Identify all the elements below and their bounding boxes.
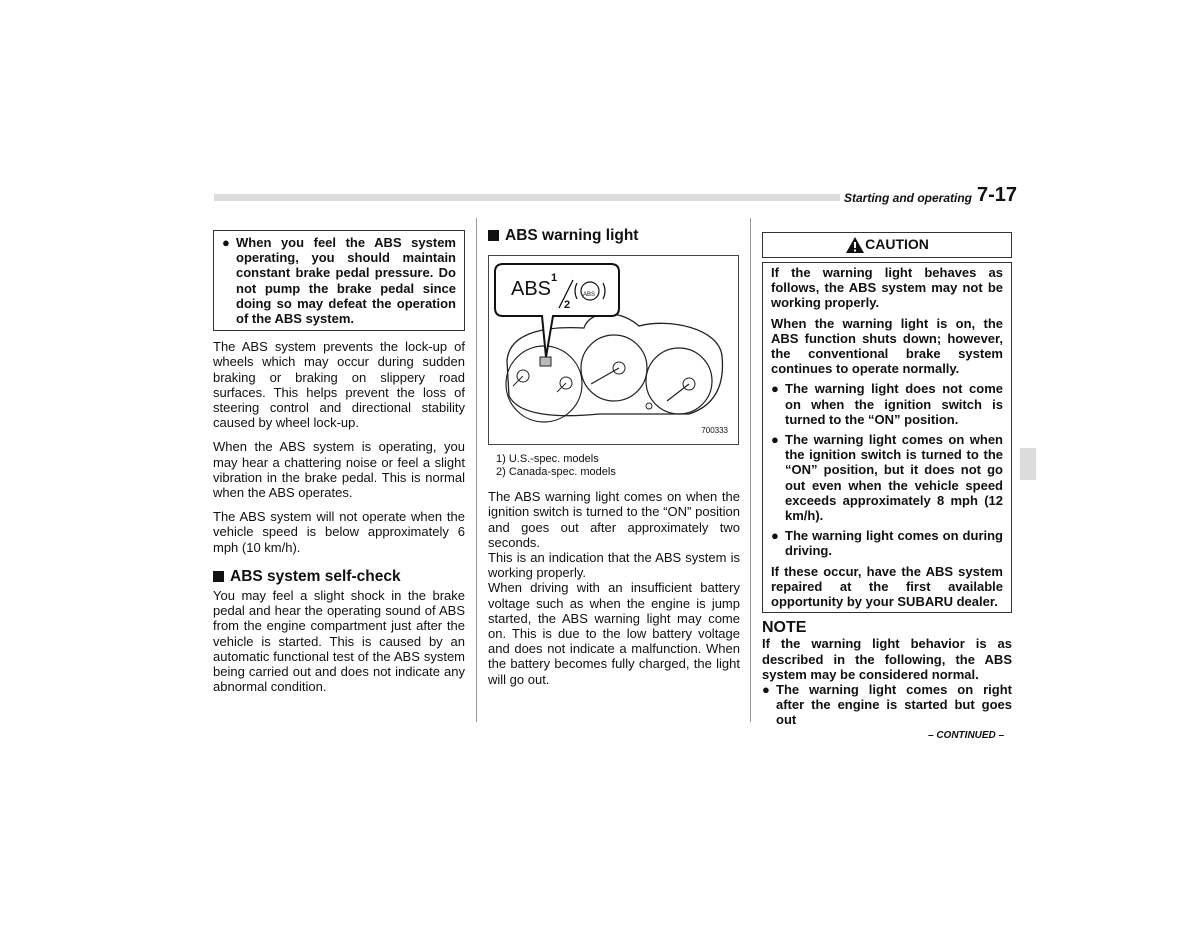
figure-caption bbox=[496, 453, 740, 479]
caution-header bbox=[762, 232, 1012, 258]
paragraph: When the ABS system is operating, you may hear a chattering noise or feel a slight vibration in the brake pedal. This is normal when the ABS operates. bbox=[213, 439, 465, 501]
column-right bbox=[762, 232, 1012, 728]
paragraph: The ABS system will not operate when the vehicle speed is below approximately 6 mph (10 km/h). bbox=[213, 509, 465, 555]
callout-number-2: 2 bbox=[564, 299, 571, 312]
caution-box bbox=[762, 262, 1012, 613]
note-bullet: The warning light comes on right after the engine is started but goes out bbox=[776, 682, 1012, 728]
figure-id: 700333 bbox=[701, 426, 728, 435]
column-divider bbox=[750, 218, 751, 722]
bullet-icon: ● bbox=[762, 682, 770, 698]
page-number: 7-17 bbox=[977, 184, 1018, 206]
paragraph: The ABS warning light comes on when the ignition switch is turned to the “ON” position and goes out after approximately two seconds. bbox=[488, 489, 740, 550]
abs-brake-icon: ABS bbox=[583, 292, 596, 299]
heading-warning-light: ABS warning light bbox=[488, 228, 740, 243]
caution-text: If these occur, have the ABS system repaired at the first available opportunity by your SUBARU dealer. bbox=[771, 563, 1003, 610]
warning-triangle-icon bbox=[845, 236, 865, 254]
caution-text: When the warning light is on, the ABS function shuts down; however, the conventional brake system continues to operate normally. bbox=[771, 315, 1003, 377]
note-heading: NOTE bbox=[762, 619, 807, 637]
instrument-cluster-figure bbox=[488, 255, 739, 445]
continued-label: – CONTINUED – bbox=[928, 730, 1005, 741]
heading-self-check: ABS system self-check bbox=[213, 569, 465, 584]
paragraph: This is an indication that the ABS system is working properly. bbox=[488, 550, 740, 581]
bullet-icon: ● bbox=[222, 235, 230, 250]
caution-label: CAUTION bbox=[865, 236, 929, 253]
paragraph: The ABS system prevents the lock-up of wheels which may occur during sudden braking or braking on slippery road surfaces. This helps prevent the loss of steering control and directional stability caused by wheel lock-up. bbox=[213, 339, 465, 431]
caption-item: 2) Canada-spec. models bbox=[496, 466, 616, 479]
warning-text: When you feel the ABS system operating, you should maintain constant brake pedal pressure. Do not pump the brake pedal since doing so may defeat the operation of the ABS system. bbox=[236, 235, 456, 327]
side-tab bbox=[1020, 448, 1036, 480]
column-middle bbox=[488, 228, 740, 687]
caution-bullet: The warning light comes on during driving. bbox=[785, 528, 1003, 559]
bullet-icon: ● bbox=[771, 528, 779, 544]
note-text: If the warning light behavior is as described in the following, the ABS system may be considered normal. bbox=[762, 636, 1012, 682]
paragraph: You may feel a slight shock in the brake pedal and hear the operating sound of ABS from the engine compartment just after the vehicle is started. This is caused by an automatic functional test of the ABS system being carried out and does not indicate any abnormal condition. bbox=[213, 588, 465, 695]
caution-bullet: The warning light comes on when the ignition switch is turned to the “ON” position, but it does not go out even when the vehicle speed exceeds approximately 8 mph (12 km/h). bbox=[785, 432, 1003, 524]
warning-box bbox=[213, 230, 465, 331]
bullet-icon: ● bbox=[771, 432, 779, 448]
paragraph: When driving with an insufficient battery voltage such as when the engine is jump started, the ABS warning light may come on. This is due to the low battery voltage and does not indicate a malfunction. When the battery becomes fully charged, the light will go out. bbox=[488, 580, 740, 687]
callout-number-1: 1 bbox=[551, 272, 558, 285]
square-bullet-icon bbox=[213, 571, 224, 582]
section-title: Starting and operating bbox=[844, 191, 973, 205]
column-left bbox=[213, 230, 465, 694]
abs-label: ABS bbox=[511, 278, 552, 301]
square-bullet-icon bbox=[488, 230, 499, 241]
caption-item: 1) U.S.-spec. models bbox=[496, 453, 599, 466]
bullet-icon: ● bbox=[771, 381, 779, 397]
header-bar bbox=[214, 194, 840, 201]
caution-text: If the warning light behaves as follows, the ABS system may not be working properly. bbox=[771, 265, 1003, 311]
caution-bullet: The warning light does not come on when the ignition switch is turned to the “ON” position. bbox=[785, 381, 1003, 427]
column-divider bbox=[476, 218, 477, 722]
